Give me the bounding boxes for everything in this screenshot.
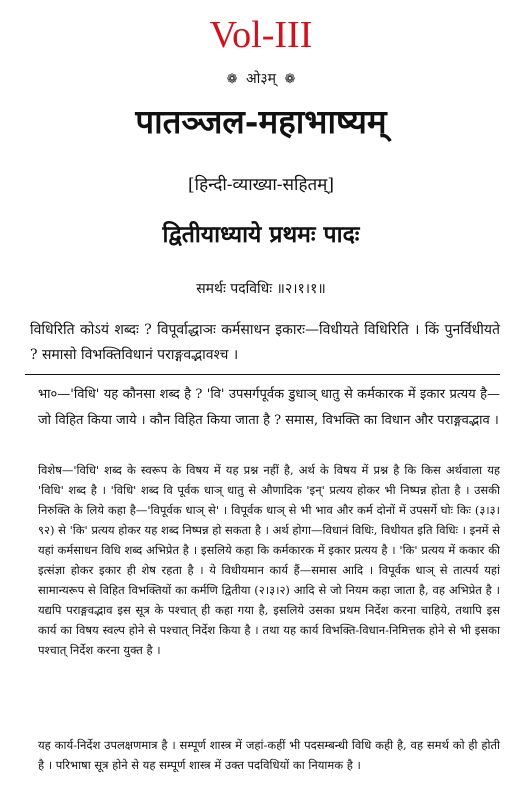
om-invocation (0, 70, 522, 89)
divider-rule (25, 374, 500, 375)
book-title: पातञ्जल-महाभाष्यम् (135, 102, 387, 141)
section-title: द्वितीयाध्याये प्रथमः पादः (162, 221, 360, 248)
sutra-heading: समर्थः पदविधिः ॥२।१।१॥ (196, 281, 326, 297)
flower-ornament-icon: ❁ (284, 72, 296, 87)
commentary-paragraph-3: यह कार्य-निर्देश उपलक्षणमात्र है । सम्पूर्ण शास्त्र में जहां-कहीं भी पदसम्बन्धी विधि कही है, वह समर्थ को ही होती है । परिभाषा सूत्र होने से यह सम्पूर्ण शास्त्र में उक्त पदविधियों का नियामक है । (38, 738, 500, 772)
book-subtitle: [हिन्दी-व्याख्या-सहितम्] (188, 175, 334, 195)
om-text: ओ३म् (246, 71, 276, 87)
volume-label: Vol-III (209, 14, 313, 56)
bhashya-text: विधिरिति कोऽयं शब्दः ? विपूर्वाद्धाञः कर्मसाधन इकारः—विधीयते विधिरिति । किं पुनर्विधीयते ? समासो विभक्तिविधानं पराङ्गवद्भावश्च । (30, 322, 500, 363)
commentary-paragraph-2: विशेष—'विधि' शब्द के स्वरूप के विषय में यह प्रश्न नहीं है, अर्थ के विषय में प्रश्न है कि किस अर्थवाला यह 'विधि' शब्द है । 'विधि' शब्द वि पूर्वक धाञ् धातु से औणादिक 'इन्' प्रत्यय होकर भी निष्पन्न होता है । उसकी निरुक्ति के लिये कहा है—'विपूर्वक धाञ् से' । विपूर्वक धाञ् से भी भाव और कर्म दोनों में उपसर्गे घोः किः (३।३।९२) से 'कि' प्रत्यय होकर यह शब्द निष्पन्न हो सकता है । अर्थ होगा—विधानं विधिः, विधीयत इति विधिः । इनमें से यहां कर्मसाधन विधि शब्द अभिप्रेत है । इसलिये कहा कि कर्मकारक में इकार प्रत्यय है । 'कि' प्रत्यय में ककार की इत्संज्ञा होकर इकार ही शेष रहता है । ये विधीयमान कार्य हैं—समास आदि । विपूर्वक धाञ् से तात्पर्य यहां सामान्यरूप से विहित विभक्तियों का कर्मणि द्वितीया (२।३।२) आदि से जो नियम कहा जाता है, वह अभिप्रेत है । यद्यपि पराङ्गवद्भाव इस सूत्र के पश्चात् ही कहा गया है, इसलिये उसका प्रथम निर्देश करना चाहिये, तथापि इस कार्य का विषय स्वल्प होने से पश्चात् निर्देश किया है । तथा यह कार्य विभक्ति-विधान-निमित्तक होने से भी इसका पश्चात् निर्देश करना युक्त है । (38, 463, 500, 657)
commentary-paragraph-1: भा०—'विधि' यह कौनसा शब्द है ? 'वि' उपसर्गपूर्वक डुधाञ् धातु से कर्मकारक में इकार प्रत्यय है—जो विहित किया जाये । कौन विहित किया जाता है ? समास, विभक्ति का विधान और पराङ्गवद्भाव । (38, 387, 500, 428)
flower-ornament-icon: ❁ (226, 72, 238, 87)
